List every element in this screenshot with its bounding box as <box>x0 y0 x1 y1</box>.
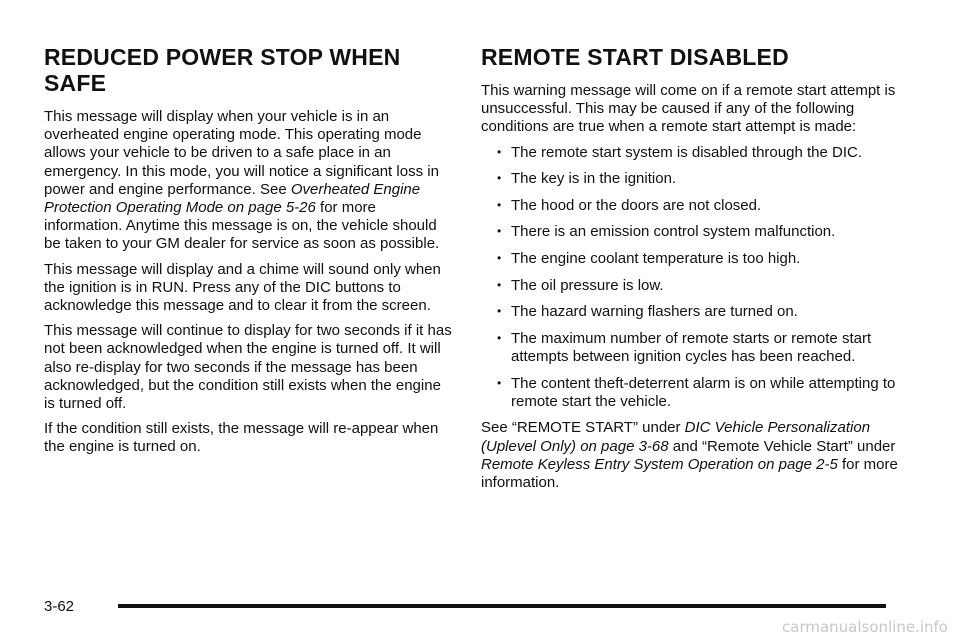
list-item-text: The hood or the doors are not closed. <box>511 196 762 214</box>
list-item <box>497 330 901 366</box>
page-number: 3-62 <box>44 598 75 615</box>
left-column <box>44 44 452 464</box>
paragraph-text: This message will display when your vehicle is in an overheated engine operating mode. This operating mode allows your vehicle to be driven to a safe place in an emergency. In this mode, you will notice a significant loss in power and engine performance. See <box>44 108 439 198</box>
bullet-icon: • <box>497 277 502 292</box>
list-item <box>497 277 901 295</box>
cross-reference-dic-personalization: DIC Vehicle Personalization (Uplevel Only) on page 3-68 <box>481 419 871 455</box>
list-item-text: The engine coolant temperature is too high. <box>511 249 801 267</box>
bullet-icon: • <box>497 224 502 239</box>
paragraph-display-duration: This message will continue to display for two seconds if it has not been acknowledged when the engine is turned off. It will also re-display for two seconds if the message has been acknowledged, but the condition still exists when the engine is turned off. <box>44 322 452 413</box>
section-heading-remote-start: REMOTE START DISABLED <box>481 44 789 70</box>
paragraph-text: See “REMOTE START” under <box>481 419 685 437</box>
list-item <box>497 144 901 162</box>
list-item-text: The key is in the ignition. <box>511 170 677 188</box>
list-item-text: There is an emission control system malfunction. <box>511 223 836 241</box>
list-item <box>497 303 901 321</box>
paragraph-chime: This message will display and a chime will sound only when the ignition is in RUN. Press any of the DIC buttons to acknowledge this message and to clear it from the screen. <box>44 260 441 315</box>
bullet-icon: • <box>497 144 502 159</box>
paragraph-text: and “Remote Vehicle Start” under <box>668 437 896 455</box>
list-item <box>497 223 901 241</box>
paragraph-text: for more information. Anytime this message is on, the vehicle should be taken to your GM dealer for service as soon as possible. <box>44 199 440 253</box>
list-item <box>497 170 901 188</box>
bullet-icon: • <box>497 330 502 345</box>
list-item <box>497 375 901 411</box>
list-item-text: The content theft-deterrent alarm is on while attempting to remote start the vehicle. <box>511 374 896 410</box>
watermark: carmanualsonline.info <box>782 618 948 636</box>
bullet-icon: • <box>497 304 502 319</box>
paragraph-reappear: If the condition still exists, the message will re-appear when the engine is turned on. <box>44 420 439 456</box>
right-column <box>481 44 901 499</box>
cross-reference-remote-keyless-entry: Remote Keyless Entry System Operation on page 2-5 <box>481 455 838 473</box>
footer-rule <box>118 604 886 608</box>
list-item <box>497 197 901 215</box>
section-heading-reduced-power: REDUCED POWER STOP WHEN SAFE <box>44 44 401 96</box>
list-item-text: The oil pressure is low. <box>511 276 664 294</box>
list-item-text: The hazard warning flashers are turned on. <box>511 303 798 321</box>
conditions-list <box>481 144 901 411</box>
bullet-icon: • <box>497 250 502 265</box>
paragraph-remote-intro: This warning message will come on if a remote start attempt is unsuccessful. This may be caused if any of the following conditions are true when a remote start attempt is made: <box>481 82 896 136</box>
paragraph-see-also <box>481 419 901 492</box>
cross-reference-overheated-engine: Overheated Engine Protection Operating Mode on page 5-26 <box>44 180 421 217</box>
bullet-icon: • <box>497 171 502 186</box>
paragraph-text: for more information. <box>481 455 898 491</box>
list-item-text: The remote start system is disabled through the DIC. <box>511 143 862 161</box>
bullet-icon: • <box>497 197 502 212</box>
list-item-text: The maximum number of remote starts or remote start attempts between ignition cycles has been reached. <box>511 329 872 365</box>
paragraph-overheated-mode <box>44 108 452 254</box>
list-item <box>497 250 901 268</box>
bullet-icon: • <box>497 375 502 390</box>
